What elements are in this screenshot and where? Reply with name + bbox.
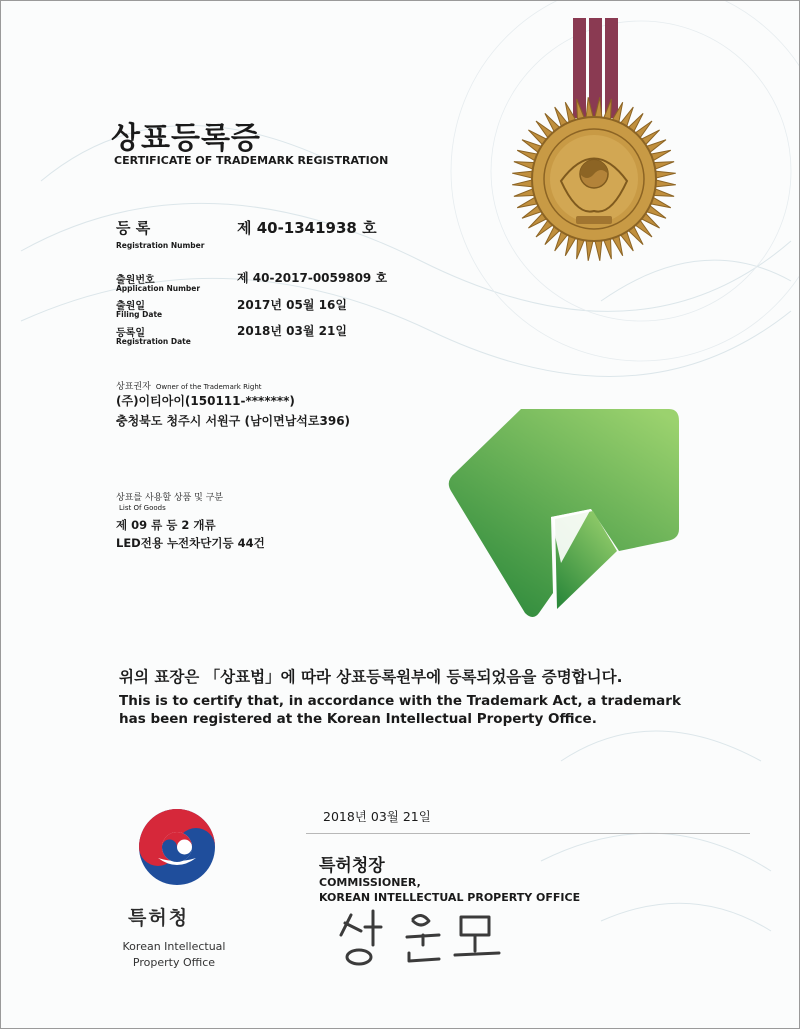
statement-en-line1: This is to certify that, in accordance with the Trademark Act, a trademark	[119, 693, 681, 709]
goods-label-en: List Of Goods	[119, 504, 166, 512]
owner-name: (주)이티아이(150111-*******)	[116, 394, 295, 408]
trademark-logo	[441, 401, 691, 626]
gold-seal	[501, 16, 691, 286]
registration-date: 2018년 03월 21일	[237, 324, 347, 338]
statement-ko: 위의 표장은 「상표법」에 따라 상표등록원부에 등록되었음을 증명합니다.	[119, 668, 623, 686]
office-name-en-line1: Korean Intellectual	[122, 940, 226, 953]
reg-date-label-ko: 등록일	[116, 328, 145, 339]
application-number: 제 40-2017-0059809 호	[237, 271, 388, 285]
commissioner-signature	[321, 901, 521, 976]
certificate-title-ko: 상표등록증	[111, 121, 261, 156]
filing-label-en: Filing Date	[116, 310, 163, 319]
filing-date: 2017년 05월 16일	[237, 298, 347, 312]
commissioner-title-en-line1: COMMISSIONER,	[319, 876, 421, 889]
kipo-emblem-icon	[136, 806, 218, 888]
goods-label-ko: 상표를 사용할 상품 및 구분	[116, 493, 224, 503]
filing-label-ko: 출원일	[116, 301, 145, 312]
signature-divider	[306, 833, 750, 834]
office-name-ko: 특허청	[128, 907, 190, 929]
registration-label-ko: 등 록	[116, 219, 151, 237]
issue-date: 2018년 03월 21일	[323, 809, 431, 824]
application-label-en: Application Number	[116, 284, 201, 293]
reg-date-label-en: Registration Date	[116, 337, 191, 346]
office-name-en-line2: Property Office	[132, 956, 216, 969]
commissioner-title-ko: 특허청장	[319, 856, 385, 876]
registration-label-en: Registration Number	[116, 241, 205, 250]
certificate-title-en: CERTIFICATE OF TRADEMARK REGISTRATION	[114, 154, 389, 167]
owner-label-ko: 상표권자	[116, 382, 151, 392]
registration-number: 제 40-1341938 호	[237, 219, 377, 237]
commissioner-title-en-line2: KOREAN INTELLECTUAL PROPERTY OFFICE	[319, 891, 581, 904]
owner-address: 충청북도 청주시 서원구 (남이면남석로396)	[116, 414, 351, 428]
owner-label	[116, 374, 262, 393]
application-label-ko: 출원번호	[116, 275, 155, 286]
owner-label-en: Owner of the Trademark Right	[155, 383, 262, 391]
goods-class: 제 09 류 등 2 개류	[116, 518, 216, 532]
statement-en-line2: has been registered at the Korean Intellectual Property Office.	[119, 711, 597, 727]
goods-items: LED전용 누전차단기등 44건	[116, 536, 265, 550]
